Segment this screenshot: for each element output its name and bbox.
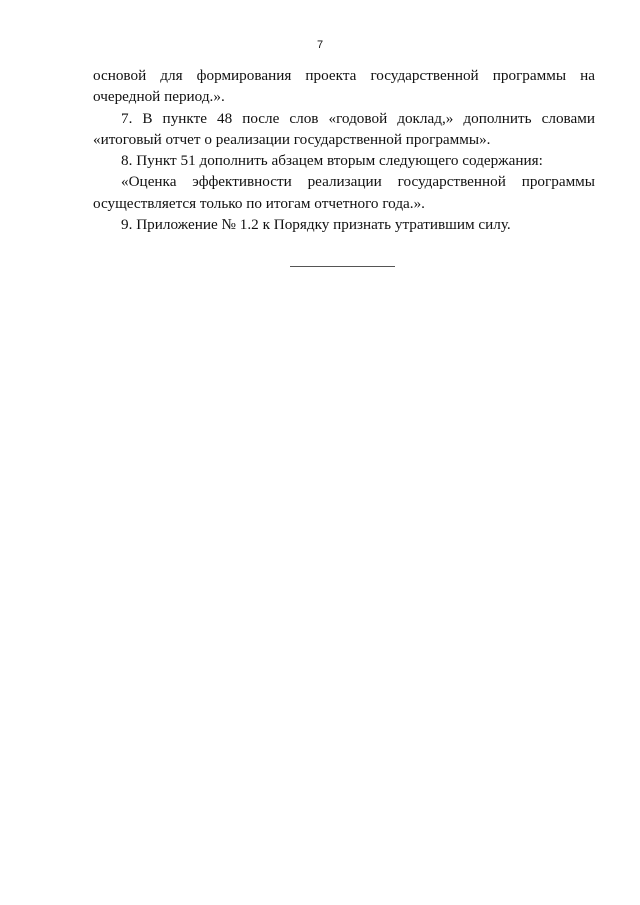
document-body [93,65,595,235]
paragraph-item-7: 7. В пункте 48 после слов «годовой доклад,» дополнить словами «итоговый отчет о реализации государственной программы». [93,109,595,148]
paragraph-item-8: 8. Пункт 51 дополнить абзацем вторым следующего содержания: [121,152,543,170]
paragraph-item-9: 9. Приложение № 1.2 к Порядку признать утратившим силу. [121,216,511,234]
end-separator-line [290,266,395,267]
paragraph-continuation: основой для формирования проекта государственной программы на очередной период.». [93,67,595,106]
paragraph-quote: «Оценка эффективности реализации государственной программы осуществляется только по итогам отчетного года.». [93,173,595,212]
page-number: 7 [316,39,324,51]
